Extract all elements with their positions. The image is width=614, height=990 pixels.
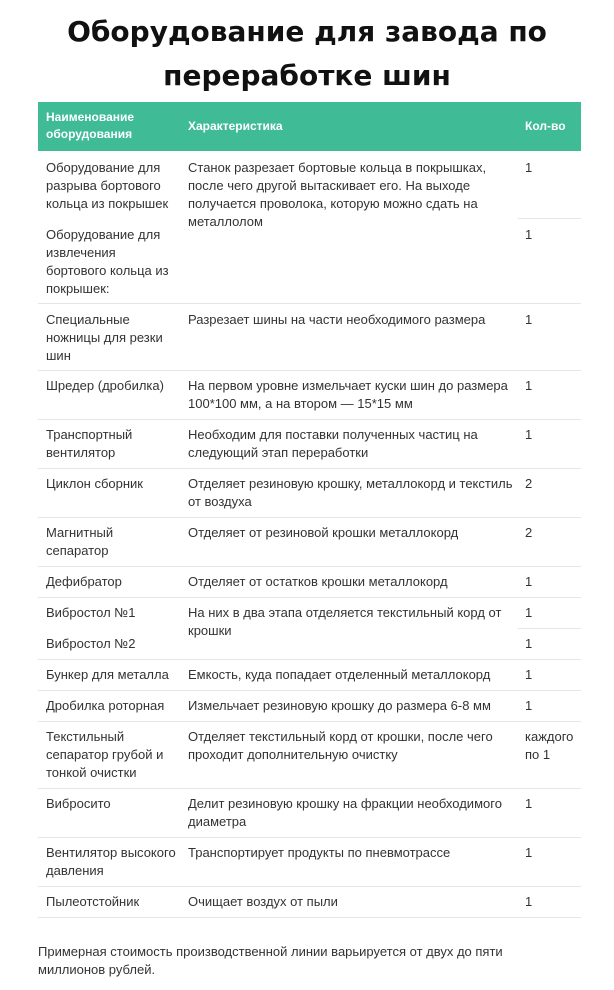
- row-15-quantity: 1: [525, 845, 533, 860]
- row-10-name: Вибростол №2: [46, 636, 136, 651]
- row-8-characteristic: Отделяет от остатков крошки металлокорд: [188, 574, 448, 589]
- row-13-characteristic: Отделяет текстильный корд от крошки, после чего проходит дополнительную очистку: [188, 729, 493, 762]
- row-2-name: Оборудование для извлечения бортового кольца из покрышек:: [46, 227, 169, 296]
- row-divider: [38, 837, 581, 838]
- row-5-name: Транспортный вентилятор: [46, 427, 133, 460]
- row-9-name: Вибростол №1: [46, 605, 136, 620]
- row-divider: [518, 628, 581, 629]
- row-1-characteristic: Станок разрезает бортовые кольца в покрышках, после чего другой вытаскивает его. На выходе получается проволока, которую можно сдать на металлолом: [188, 160, 487, 229]
- row-9-quantity: 1: [525, 605, 533, 620]
- row-16-quantity: 1: [525, 894, 533, 909]
- row-divider: [38, 419, 581, 420]
- row-13-quantity: каждого по 1: [525, 729, 574, 762]
- row-divider: [38, 690, 581, 691]
- row-divider: [38, 517, 581, 518]
- row-15-name: Вентилятор высокого давления: [46, 845, 176, 878]
- row-8-name: Дефибратор: [46, 574, 122, 589]
- row-divider: [38, 303, 581, 304]
- row-3-characteristic: Разрезает шины на части необходимого размера: [188, 312, 486, 327]
- row-6-quantity: 2: [525, 476, 533, 491]
- row-6-characteristic: Отделяет резиновую крошку, металлокорд и текстиль от воздуха: [188, 476, 513, 509]
- table-header: [38, 102, 581, 151]
- header-name: Наименование оборудования: [46, 110, 135, 141]
- row-4-name: Шредер (дробилка): [46, 378, 164, 393]
- row-5-quantity: 1: [525, 427, 533, 442]
- row-divider: [38, 659, 581, 660]
- cost-note: Примерная стоимость производственной линии варьируется от двух до пяти миллионов рублей.: [38, 944, 503, 977]
- row-divider: [38, 468, 581, 469]
- title-line-1: Оборудование для завода по: [67, 15, 547, 48]
- row-16-name: Пылеотстойник: [46, 894, 140, 909]
- row-4-quantity: 1: [525, 378, 533, 393]
- row-7-name: Магнитный сепаратор: [46, 525, 114, 558]
- row-10-quantity: 1: [525, 636, 533, 651]
- row-13-name: Текстильный сепаратор грубой и тонкой очистки: [46, 729, 164, 780]
- row-14-name: Вибросито: [46, 796, 111, 811]
- row-3-name: Специальные ножницы для резки шин: [46, 312, 163, 363]
- row-divider: [38, 886, 581, 887]
- row-14-characteristic: Делит резиновую крошку на фракции необходимого диаметра: [188, 796, 502, 829]
- row-2-quantity: 1: [525, 227, 533, 242]
- row-divider: [38, 917, 581, 918]
- row-divider: [38, 721, 581, 722]
- row-divider: [38, 788, 581, 789]
- row-3-quantity: 1: [525, 312, 533, 327]
- row-11-quantity: 1: [525, 667, 533, 682]
- row-8-quantity: 1: [525, 574, 533, 589]
- title-line-2: переработке шин: [163, 59, 451, 92]
- page-title: [0, 10, 614, 98]
- row-divider: [38, 597, 581, 598]
- row-16-characteristic: Очищает воздух от пыли: [188, 894, 338, 909]
- row-7-characteristic: Отделяет от резиновой крошки металлокорд: [188, 525, 459, 540]
- row-divider: [518, 218, 581, 219]
- row-6-name: Циклон сборник: [46, 476, 143, 491]
- row-11-name: Бункер для металла: [46, 667, 169, 682]
- row-divider: [38, 566, 581, 567]
- row-15-characteristic: Транспортирует продукты по пневмотрассе: [188, 845, 451, 860]
- header-quantity: Кол-во: [525, 119, 566, 133]
- row-5-characteristic: Необходим для поставки полученных частиц на следующий этап переработки: [188, 427, 478, 460]
- header-characteristic: Характеристика: [188, 119, 283, 133]
- row-12-characteristic: Измельчает резиновую крошку до размера 6-8 мм: [188, 698, 491, 713]
- row-divider: [38, 370, 581, 371]
- row-4-characteristic: На первом уровне измельчает куски шин до размера 100*100 мм, а на втором — 15*15 мм: [188, 378, 508, 411]
- row-11-characteristic: Емкость, куда попадает отделенный металлокорд: [188, 667, 491, 682]
- row-12-name: Дробилка роторная: [46, 698, 165, 713]
- row-14-quantity: 1: [525, 796, 533, 811]
- row-9-characteristic: На них в два этапа отделяется текстильный корд от крошки: [188, 605, 502, 638]
- row-12-quantity: 1: [525, 698, 533, 713]
- row-1-quantity: 1: [525, 160, 533, 175]
- row-1-name: Оборудование для разрыва бортового кольца из покрышек: [46, 160, 169, 211]
- row-7-quantity: 2: [525, 525, 533, 540]
